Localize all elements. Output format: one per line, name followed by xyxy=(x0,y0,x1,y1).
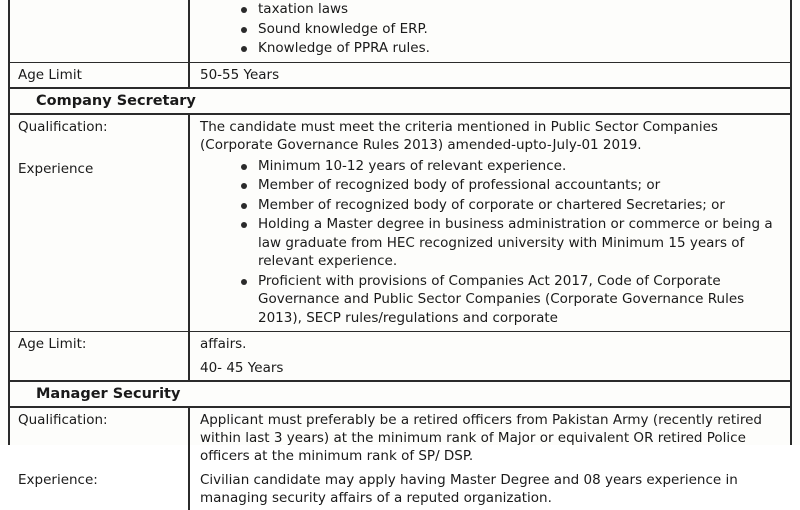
list-item: Sound knowledge of ERP. xyxy=(258,20,782,39)
age-limit-value-row xyxy=(10,356,790,380)
experience-value: Civilian candidate may apply having Master Degree and 08 years experience in managing security affairs of a reputed organization. xyxy=(200,472,738,506)
section-header-company-secretary xyxy=(10,89,790,113)
list-item: Proficient with provisions of Companies Act 2017, Code of Corporate Governance and Public Sector Companies (Corporate Governance Rules 2013), SECP rules/regulations and corporate xyxy=(258,272,782,328)
list-item: Holding a Master degree in business administration or commerce or being a law graduate from HEC recognized university with Minimum 15 years of relevant experience. xyxy=(258,215,782,271)
qualification-value: The candidate must meet the criteria mentioned in Public Sector Companies (Corporate Governance Rules 2013) amended-upto-July-01 2019. xyxy=(200,118,718,153)
list-item: Knowledge of PPRA rules. xyxy=(258,39,782,58)
age-limit-row xyxy=(10,63,790,87)
qualification-bullet-list xyxy=(200,0,782,58)
age-limit-value: 50-55 Years xyxy=(200,66,280,83)
age-limit-label: Age Limit: xyxy=(10,332,190,356)
section-title: Manager Security xyxy=(36,386,181,402)
qualification-bullets-cell xyxy=(190,0,790,62)
experience-bullets-cell xyxy=(190,157,790,332)
experience-overflow-text: affairs. xyxy=(200,336,247,352)
section-title: Company Secretary xyxy=(36,92,196,109)
age-limit-label-spacer xyxy=(10,356,190,380)
qualification-row xyxy=(10,115,790,157)
list-item: taxation laws xyxy=(258,0,782,19)
qualification-label: Qualification: xyxy=(10,115,190,157)
section-header-manager-security xyxy=(10,382,790,406)
age-limit-value: 40- 45 Years xyxy=(200,360,284,376)
qualification-bullets-row xyxy=(10,0,790,62)
qualification-label: Qualification: xyxy=(10,408,190,468)
experience-row xyxy=(10,157,790,332)
qualification-value: Applicant must preferably be a retired officers from Pakistan Army (recently retired within last 3 years) at the minimum rank of Major or equivalent OR retired Police officers at the minimum rank of SP/ DSP. xyxy=(200,412,762,464)
list-item: Member of recognized body of corporate or chartered Secretaries; or xyxy=(258,196,782,215)
page-border-right xyxy=(790,0,792,445)
qualification-row xyxy=(10,408,790,468)
age-limit-label: Age Limit xyxy=(10,63,190,87)
qualification-label-spacer xyxy=(10,0,190,62)
age-limit-row xyxy=(10,332,790,356)
document-content xyxy=(10,0,790,506)
list-item: Member of recognized body of professional accountants; or xyxy=(258,176,782,195)
experience-bullet-list xyxy=(200,157,782,328)
list-item: Minimum 10-12 years of relevant experience. xyxy=(258,157,782,176)
experience-label: Experience: xyxy=(10,468,190,510)
experience-label: Experience xyxy=(10,157,190,332)
experience-row xyxy=(10,468,790,510)
